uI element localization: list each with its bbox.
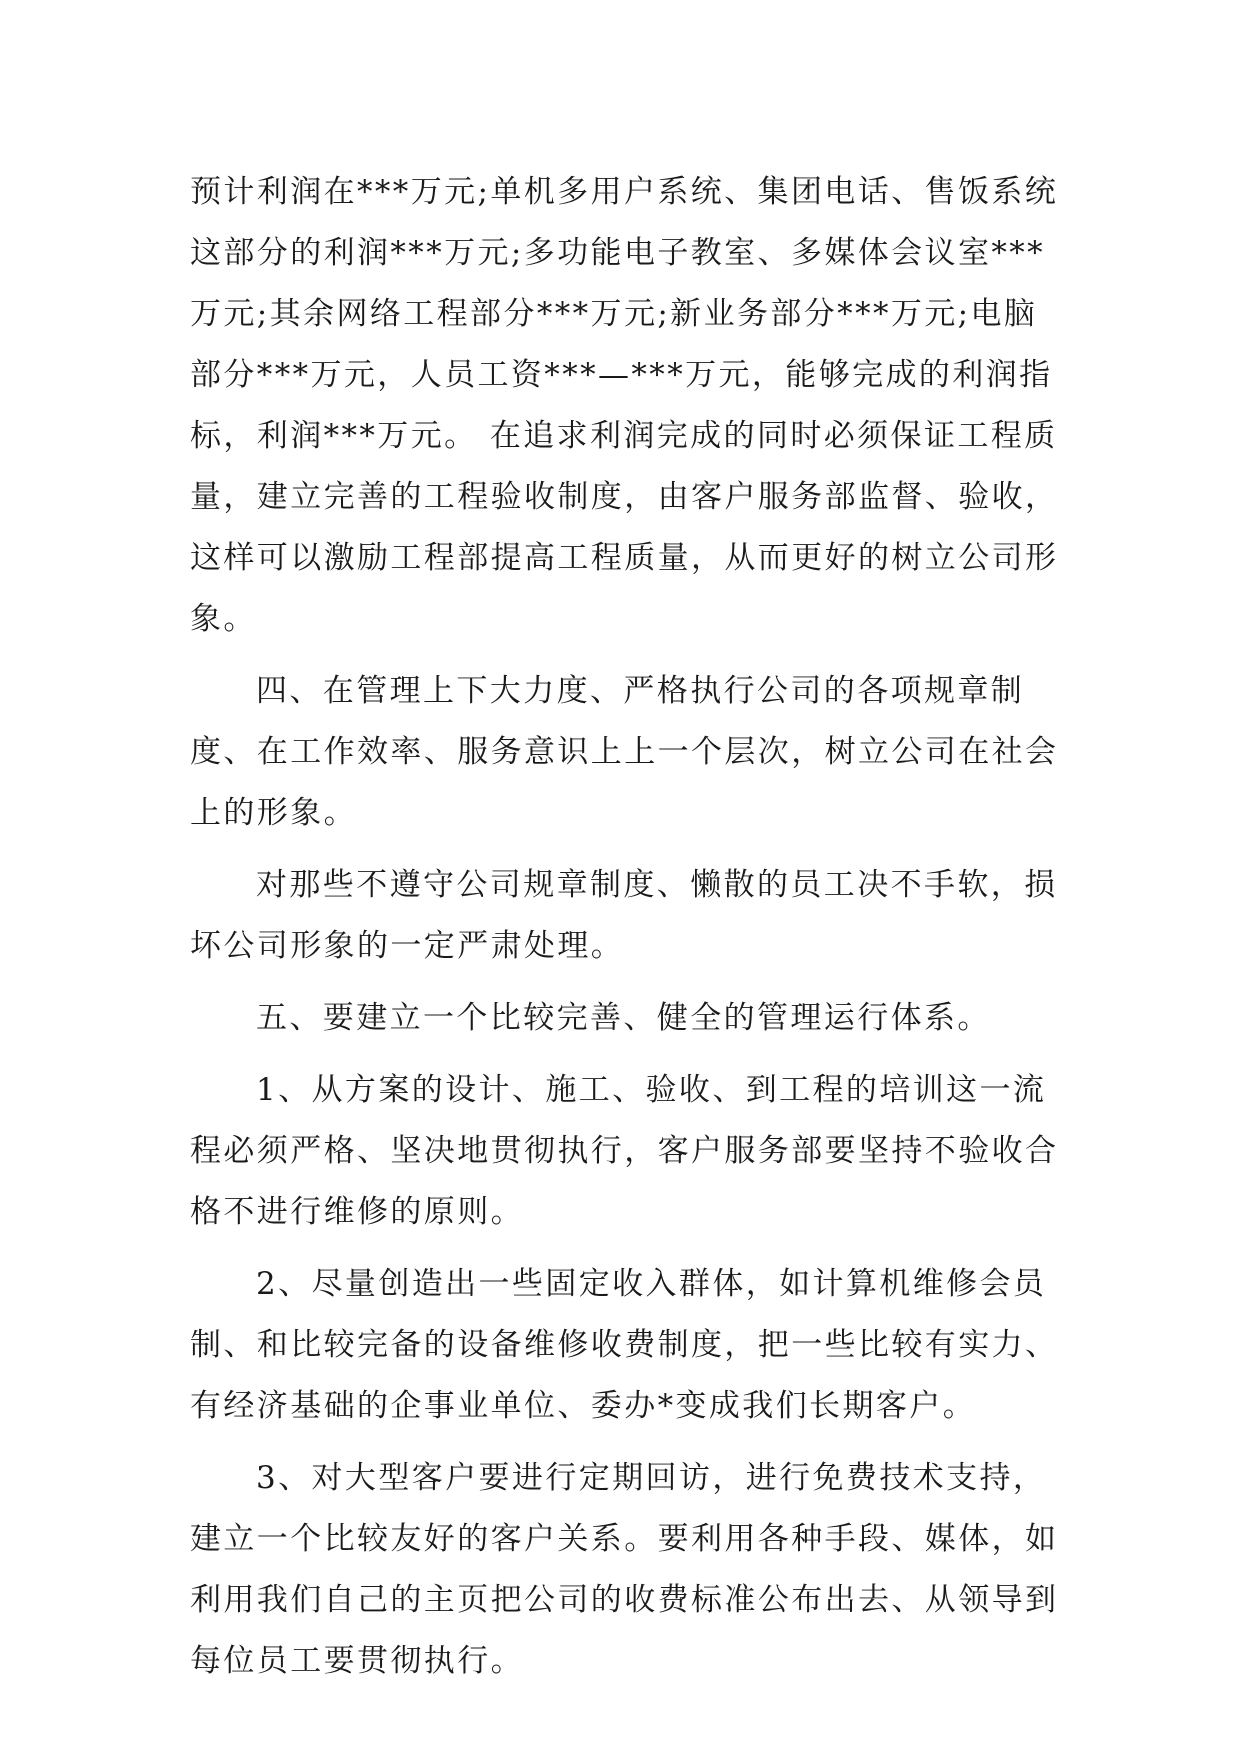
paragraph-management-system: 五、要建立一个比较完善、健全的管理运行体系。: [256, 1000, 991, 1036]
paragraph-item-3: 3、对大型客户要进行定期回访，进行免费技术支持，建立一个比较友好的客户关系。要利用各种手段、媒体，如利用我们自己的主页把公司的收费标准公布出去、从领导到每位员工要贯彻执行。: [190, 1460, 1059, 1679]
document-body: [190, 162, 1065, 1692]
paragraph-item-1: 1、从方案的设计、施工、验收、到工程的培训这一流程必须严格、坚决地贯彻执行，客户服务部要坚持不验收合格不进行维修的原则。: [190, 1072, 1059, 1230]
paragraph-profit-targets: 预计利润在***万元;单机多用户系统、集团电话、售饭系统这部分的利润***万元;多功能电子教室、多媒体会议室***万元;其余网络工程部分***万元;新业务部分***万元;电脑部分***万元，人员工资***—***万元，能够完成的利润指标，利润***万元。 在追求利润完成的同时必须保证工程质量，建立完善的工程验收制度，由客户服务部监督、验收，这样可以激励工程部提高工程质量，从而更好的树立公司形象。: [190, 174, 1059, 637]
paragraph-staff-discipline: 对那些不遵守公司规章制度、懒散的员工决不手软，损坏公司形象的一定严肃处理。: [190, 867, 1058, 964]
paragraph-item-2: 2、尽量创造出一些固定收入群体，如计算机维修会员制、和比较完备的设备维修收费制度，把一些比较有实力、有经济基础的企事业单位、委办*变成我们长期客户。: [190, 1266, 1059, 1424]
paragraph-management-rules: 四、在管理上下大力度、严格执行公司的各项规章制度、在工作效率、服务意识上上一个层次，树立公司在社会上的形象。: [190, 673, 1059, 831]
